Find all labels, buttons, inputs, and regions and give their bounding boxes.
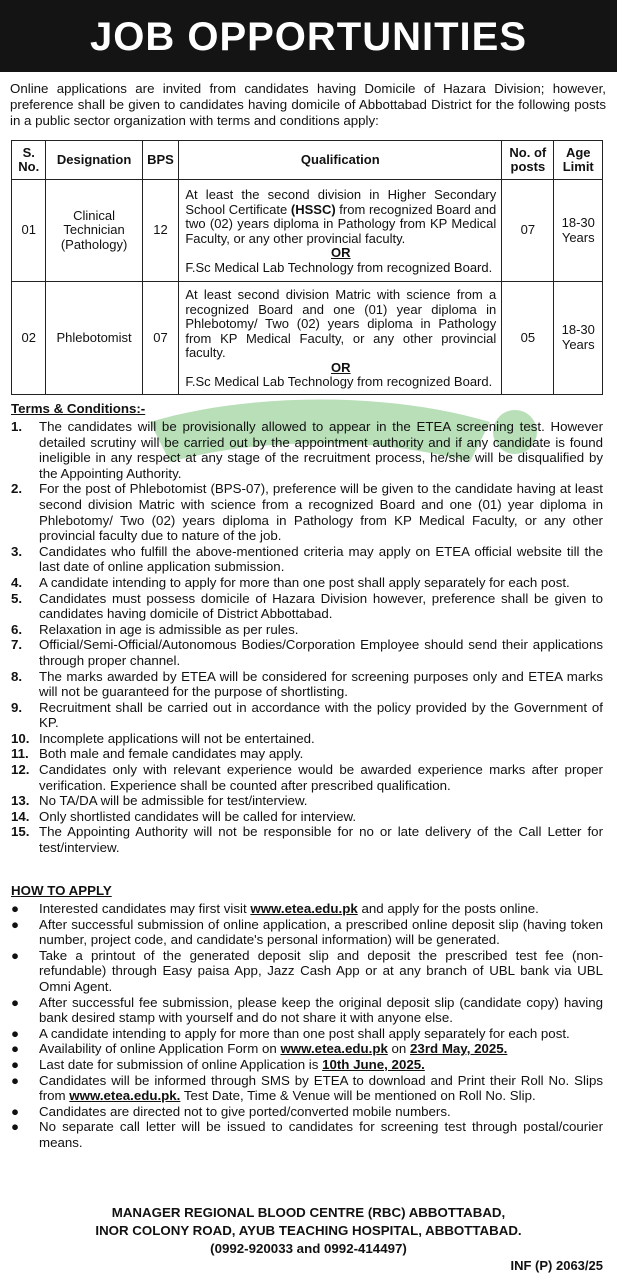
list-item xyxy=(11,995,603,1026)
cell-age: 18-30 Years xyxy=(554,282,603,395)
qualification-text: from recognized Board and two (02) years diploma in Pathology from KP Medical Faculty, or any other provincial faculty. xyxy=(185,201,497,246)
item-text: Recruitment shall be carried out in accordance with the policy provided by the Government of KP. xyxy=(39,699,603,731)
cell-sno: 02 xyxy=(12,282,46,395)
bullet-icon: ● xyxy=(11,1025,20,1041)
table-header-row xyxy=(12,141,603,180)
bullet-icon: ● xyxy=(11,1056,20,1072)
item-text: Both male and female candidates may apply. xyxy=(39,746,304,762)
list-item xyxy=(11,1041,603,1057)
availability-date: 23rd May, 2025. xyxy=(410,1041,508,1057)
cell-posts: 05 xyxy=(502,282,554,395)
item-number: 3. xyxy=(11,543,23,559)
item-number: 5. xyxy=(11,590,23,606)
item-text: No TA/DA will be admissible for test/interview. xyxy=(39,793,308,809)
posts-table xyxy=(11,140,603,395)
bullet-icon: ● xyxy=(11,947,20,963)
bullet-icon: ● xyxy=(11,1041,20,1057)
item-text: Relaxation in age is admissible as per rules. xyxy=(39,621,299,637)
item-text: Candidates will be informed through SMS by ETEA to download and Print their Roll No. Slips from xyxy=(39,1072,603,1104)
last-date: 10th June, 2025. xyxy=(322,1056,425,1072)
item-text: The Appointing Authority will not be responsible for no or late delivery of the Call Letter for test/interview. xyxy=(39,824,603,856)
list-item xyxy=(11,622,603,638)
terms-heading: Terms & Conditions:- xyxy=(11,401,146,416)
col-posts: No. of posts xyxy=(502,141,554,180)
list-item xyxy=(11,591,603,622)
item-number: 8. xyxy=(11,668,23,684)
list-item xyxy=(11,948,603,995)
page-title: JOB OPPORTUNITIES xyxy=(0,0,617,72)
etea-link[interactable]: www.etea.edu.pk xyxy=(250,901,358,916)
col-bps: BPS xyxy=(142,141,179,180)
item-text: on xyxy=(387,1041,411,1057)
cell-qualification xyxy=(179,282,502,395)
item-number: 2. xyxy=(11,481,23,497)
qualification-hssc: (HSSC) xyxy=(290,201,336,217)
cell-sno: 01 xyxy=(12,180,46,282)
how-to-apply-heading: HOW TO APPLY xyxy=(11,883,112,898)
bullet-icon: ● xyxy=(11,1103,20,1119)
list-item xyxy=(11,575,603,591)
list-item xyxy=(11,637,603,668)
item-text: A candidate intending to apply for more than one post shall apply separately for each post. xyxy=(39,1025,570,1041)
list-item xyxy=(11,700,603,731)
cell-bps: 12 xyxy=(142,180,179,282)
col-qualification: Qualification xyxy=(179,141,502,180)
reference-number: INF (P) 2063/25 xyxy=(510,1258,603,1273)
bullet-icon: ● xyxy=(11,994,20,1010)
bullet-icon: ● xyxy=(11,901,20,916)
contact-footer xyxy=(0,1204,617,1258)
item-text: No separate call letter will be issued to candidates for screening test through postal/courier means. xyxy=(39,1119,603,1150)
list-item xyxy=(11,731,603,747)
cell-designation: Phlebotomist xyxy=(46,282,142,395)
item-text: Candidates must possess domicile of Hazara Division however, preference shall be given to candidates having domicile of District Abbottabad. xyxy=(39,590,603,622)
cell-posts: 07 xyxy=(502,180,554,282)
list-item xyxy=(11,1057,603,1073)
table-row xyxy=(12,282,603,395)
item-number: 10. xyxy=(11,730,30,746)
qualification-or: OR xyxy=(331,245,351,260)
item-number: 11. xyxy=(11,746,29,762)
item-text: Only shortlisted candidates will be called for interview. xyxy=(39,808,357,824)
item-text: Candidates are directed not to give ported/converted mobile numbers. xyxy=(39,1103,451,1119)
item-number: 6. xyxy=(11,621,23,637)
qualification-text: At least the second division in Higher Secondary School Certificate xyxy=(185,187,497,217)
list-item xyxy=(11,809,603,825)
list-item xyxy=(11,1104,603,1120)
item-number: 4. xyxy=(11,574,23,590)
list-item xyxy=(11,917,603,948)
etea-link[interactable]: www.etea.edu.pk xyxy=(280,1041,388,1057)
item-text: Take a printout of the generated deposit slip and deposit the prescribed test fee (non-refundable) through Easy paisa App, Jazz Cash App or at any branch of UBL bank via UBL Omni Agent. xyxy=(39,947,603,994)
list-item xyxy=(11,901,603,917)
item-text: The candidates will be provisionally allowed to appear in the ETEA screening test. However detailed scrutiny will be carried out by the appointment authority and if any candidate is found ineligible in any respect at any stage of the recruitment process, he/she will be disqualified by the Appointing Authority. xyxy=(39,419,603,481)
item-number: 9. xyxy=(11,699,23,715)
item-text: The marks awarded by ETEA will be considered for screening purposes only and ETEA marks will not be guaranteed for the purpose of shortlisting. xyxy=(39,668,603,700)
item-number: 12. xyxy=(11,762,30,778)
list-item xyxy=(11,746,603,762)
cell-age: 18-30 Years xyxy=(554,180,603,282)
item-text: After successful fee submission, please keep the original deposit slip (candidate copy) having bank desired stamp with yourself and do not share it with anyone else. xyxy=(39,994,603,1026)
qualification-alt: F.Sc Medical Lab Technology from recognized Board. xyxy=(185,374,493,389)
item-text: Candidates only with relevant experience would be awarded experience marks after proper verification. Experience shall be counted after prescribed qualification. xyxy=(39,762,603,793)
footer-line: MANAGER REGIONAL BLOOD CENTRE (RBC) ABBOTTABAD, xyxy=(111,1205,506,1220)
col-designation: Designation xyxy=(46,141,142,180)
qualification-alt: F.Sc Medical Lab Technology from recognized Board. xyxy=(185,259,493,275)
item-text: For the post of Phlebotomist (BPS-07), preference will be given to the candidate having at least second division Matric with science from a recognized Board and one (01) year diploma in Phlebotomy/ Two (02) years diploma in Pathology from KP Medical Faculty, or any other provincial faculty due to nature of the job. xyxy=(39,481,603,544)
item-number: 7. xyxy=(11,637,23,653)
list-item xyxy=(11,1073,603,1104)
item-text: Official/Semi-Official/Autonomous Bodies/Corporation Employee should send their applications through proper channel. xyxy=(39,637,603,668)
item-text: Incomplete applications will not be entertained. xyxy=(39,730,315,746)
list-item xyxy=(11,824,603,855)
item-number: 14. xyxy=(11,808,30,824)
list-item xyxy=(11,793,603,809)
bullet-icon: ● xyxy=(11,916,20,932)
cell-bps: 07 xyxy=(142,282,179,395)
list-item xyxy=(11,544,603,575)
col-age: Age Limit xyxy=(554,141,603,180)
list-item xyxy=(11,1119,603,1150)
qualification-or: OR xyxy=(331,359,351,375)
item-text: A candidate intending to apply for more than one post shall apply separately for each post. xyxy=(39,574,570,590)
cell-designation: Clinical Technician (Pathology) xyxy=(46,180,142,282)
etea-link[interactable]: www.etea.edu.pk. xyxy=(69,1088,181,1104)
list-item xyxy=(11,481,603,543)
item-text: and apply for the posts online. xyxy=(357,901,539,916)
list-item xyxy=(11,669,603,700)
bullet-icon: ● xyxy=(11,1119,20,1135)
item-text: Interested candidates may first visit xyxy=(39,901,251,916)
list-item xyxy=(11,419,603,481)
item-number: 15. xyxy=(11,824,30,840)
table-row xyxy=(12,180,603,282)
item-text: Last date for submission of online Application is xyxy=(39,1056,323,1072)
bullet-icon: ● xyxy=(11,1072,20,1088)
intro-paragraph: Online applications are invited from candidates having Domicile of Hazara Division; however, preference shall be given to candidates having domicile of Abbottabad District for the following posts in a public sector organization with terms and conditions apply: xyxy=(10,81,606,128)
item-number: 13. xyxy=(11,793,30,809)
how-to-apply-list xyxy=(11,901,603,1151)
footer-phone: (0992-920033 and 0992-414497) xyxy=(210,1241,407,1256)
item-text: Availability of online Application Form on xyxy=(39,1041,281,1057)
col-sno: S. No. xyxy=(12,141,46,180)
qualification-text: At least second division Matric with science from a recognized Board and one (01) year diploma in Phlebotomy/ Two (02) years diploma in Pathology from KP Medical Faculty, or any other provincial faculty. xyxy=(185,287,497,360)
item-text: Test Date, Time & Venue will be mentioned on Roll No. Slip. xyxy=(180,1088,536,1104)
item-text: Candidates who fulfill the above-mentioned criteria may apply on ETEA official website till the last date of online application submission. xyxy=(39,543,603,575)
list-item xyxy=(11,762,603,793)
list-item xyxy=(11,1026,603,1042)
item-number: 1. xyxy=(11,419,23,434)
terms-list xyxy=(11,419,603,856)
footer-line: INOR COLONY ROAD, AYUB TEACHING HOSPITAL, ABBOTTABAD. xyxy=(95,1223,522,1238)
cell-qualification xyxy=(179,180,502,282)
item-text: After successful submission of online application, a prescribed online deposit slip (having token number, project code, and candidate's personal information) will be generated. xyxy=(39,916,603,948)
